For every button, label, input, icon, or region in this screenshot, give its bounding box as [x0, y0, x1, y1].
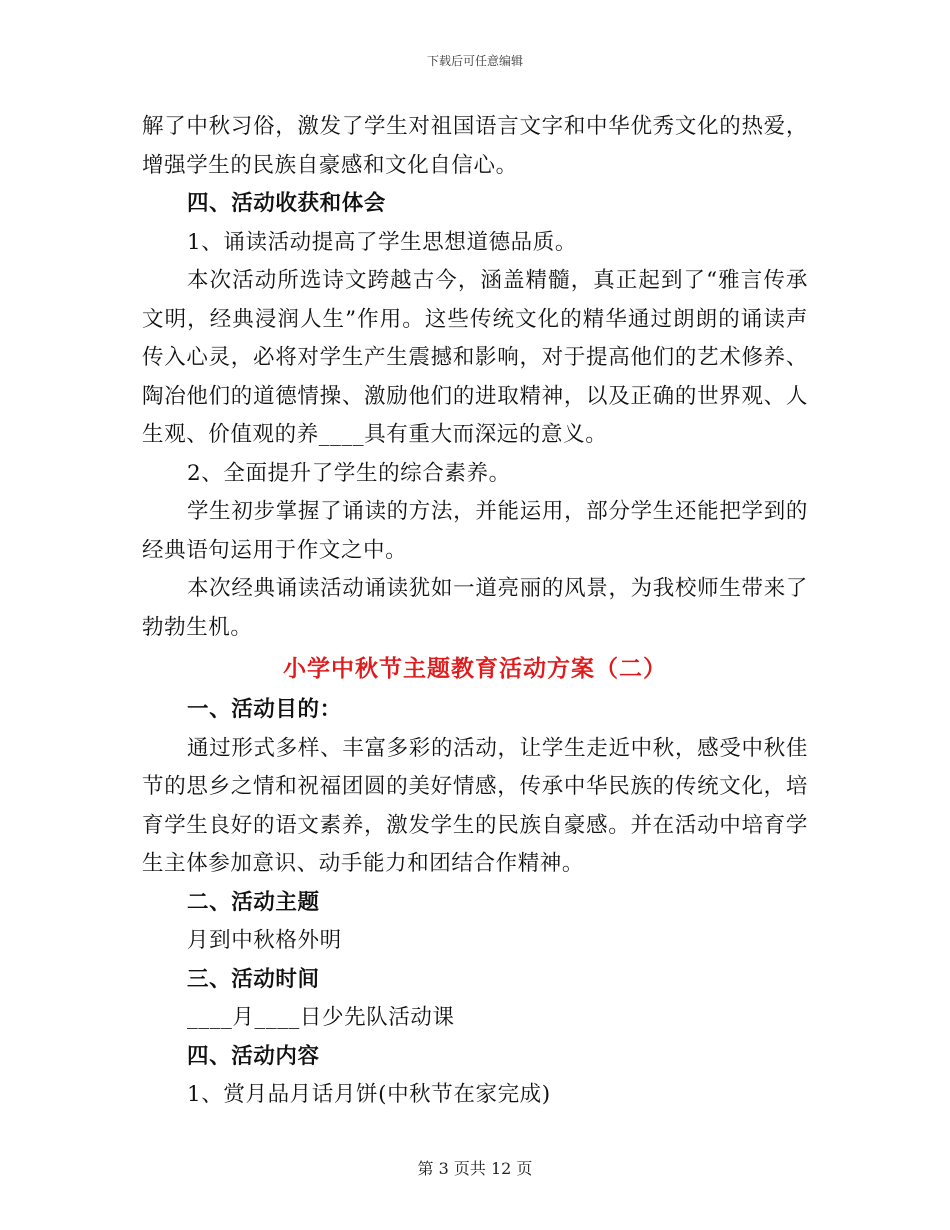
content-item-1: 1、赏月品月话月饼(中秋节在家完成) — [187, 1082, 551, 1107]
paragraph-skills: 学生初步掌握了诵读的方法，并能运用，部分学生还能把学到的经典语句运用于作文之中。 — [142, 499, 808, 563]
paragraph-goal: 通过形式多样、丰富多彩的活动，让学生走近中秋，感受中秋佳节的思乡之情和祝福团圆的美好情感，传承中华民族的传统文化，培育学生良好的语文素养，激发学生的民族自豪感。并在活动中培育学生主体参加意识、动手能力和团结合作精神。 — [142, 735, 808, 876]
paragraph-activity-effect: 本次活动所选诗文跨越古今，涵盖精髓，真正起到了“雅言传承文明，经典浸润人生”作用。这些传统文化的精华通过朗朗的诵读声传入心灵，必将对学生产生震撼和影响，对于提高他们的艺术修养、陶冶他们的道德情操、激励他们的进取精神，以及正确的世界观、人生观、价值观的养____具有重大而深远的意义。 — [142, 268, 808, 447]
page-footer: 第 3 页共 12 页 — [417, 1159, 533, 1178]
header-note: 下载后可任意编辑 — [426, 54, 523, 68]
time-text: ____月____日少先队活动课 — [187, 1005, 455, 1030]
document-title-2: 小学中秋节主题教育活动方案（二） — [283, 655, 667, 682]
document-body — [142, 108, 808, 1115]
section-heading-content: 四、活动内容 — [187, 1043, 320, 1069]
list-item-1: 1、诵读活动提高了学生思想道德品质。 — [187, 229, 577, 255]
list-item-2: 2、全面提升了学生的综合素养。 — [187, 460, 511, 486]
paragraph-continued: 解了中秋习俗，激发了学生对祖国语言文字和中华优秀文化的热爱，增强学生的民族自豪感和文化自信心。 — [142, 114, 808, 178]
section-heading-goal: 一、活动目的： — [187, 697, 342, 722]
paragraph-scenery: 本次经典诵读活动诵读犹如一道亮丽的风景，为我校师生带来了勃勃生机。 — [142, 576, 808, 640]
section-heading-theme: 二、活动主题 — [187, 889, 320, 915]
section-heading-harvest: 四、活动收获和体会 — [187, 191, 386, 216]
section-heading-time: 三、活动时间 — [187, 966, 320, 992]
theme-text: 月到中秋格外明 — [187, 928, 342, 953]
